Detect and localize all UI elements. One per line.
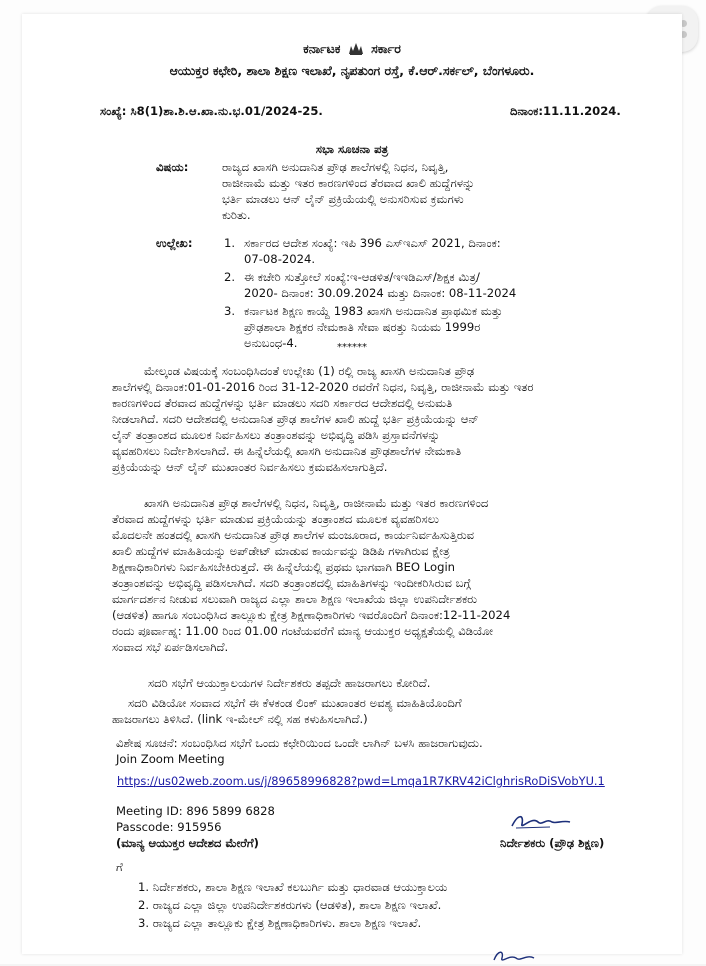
body-line: ಕಾರಣಗಳಿಂದ ತೆರವಾದ ಹುದ್ದೆಗಳನ್ನು ಭರ್ತಿ ಮಾಡಲು ಸದರಿ ಸರ್ಕಾರದ ಆದೇಶದಲ್ಲಿ ಅನುಮತಿ xyxy=(112,396,453,410)
copy-to-item: 2. ರಾಜ್ಯದ ಎಲ್ಲಾ ಜಿಲ್ಲಾ ಉಪನಿರ್ದೇಶಕರುಗಳು (ಆಡಳಿತ), ಶಾಲಾ ಶಿಕ್ಷಣ ಇಲಾಖೆ. xyxy=(138,898,442,912)
signatory-designation: ನಿರ್ದೇಶಕರು (ಪ್ರೌಢ ಶಿಕ್ಷಣ) xyxy=(500,836,605,850)
passcode: Passcode: 915956 xyxy=(116,820,222,834)
state-emblem-icon xyxy=(347,42,365,55)
body-line: (ಆಡಳಿತ) ಹಾಗೂ ಸಂಬಂಧಿಸಿದ ತಾಲ್ಲೂಕು ಕ್ಷೇತ್ರ ಶಿಕ್ಷಣಾಧಿಕಾರಿಗಳು ಇವರೊಂದಿಗೆ ದಿನಾಂಕ:12-11-2024 xyxy=(112,608,511,622)
signature-image xyxy=(510,810,572,832)
zoom-join-label: Join Zoom Meeting xyxy=(116,752,225,766)
body-line: ಹಾಜರಾಗಲು ತಿಳಿಸಿದೆ. (link ಇ-ಮೇಲ್ ನಲ್ಲಿ ಸಹ ಕಳುಹಿಸಲಾಗಿದೆ.) xyxy=(112,712,368,726)
reference-item-text: ಅನುಬಂಧ-4. xyxy=(244,336,298,350)
copy-to-item: 1. ನಿರ್ದೇಶಕರು, ಶಾಲಾ ಶಿಕ್ಷಣ ಇಲಾಖೆ ಕಲಬುರ್ಗಿ ಮತ್ತು ಧಾರವಾಡ ಆಯುಕ್ತಾಲಯ xyxy=(138,880,448,894)
body-line: ಶಾಲೆಗಳಲ್ಲಿ ದಿನಾಂಕ:01-01-2016 ರಿಂದ 31-12-2020 ರವರೆಗೆ ನಿಧನ, ನಿವೃತ್ತಿ, ರಾಜೀನಾಮೆ ಮತ್ತು ಇತರ xyxy=(112,380,534,394)
body-line: ನೀಡಲಾಗಿದೆ. ಸದರಿ ಆದೇಶದಲ್ಲಿ ಅನುದಾನಿತ ಪ್ರೌಢ ಶಾಲೆಗಳ ಖಾಲಿ ಹುದ್ದೆ ಭರ್ತಿ ಪ್ರಕ್ರಿಯೆಯನ್ನು ಆನ್ xyxy=(112,412,479,426)
subject-line: ರಾಜ್ಯದ ಖಾಸಗಿ ಅನುದಾನಿತ ಪ್ರೌಢ ಶಾಲೆಗಳಲ್ಲಿ ನಿಧನ, ನಿವೃತ್ತಿ, xyxy=(222,160,449,174)
zoom-meeting-link[interactable]: https://us02web.zoom.us/j/89658996828?pwd=Lmqa1R7KRV42iClghrisRoDiSVobYU.1 xyxy=(117,774,605,788)
special-note: ವಿಶೇಷ ಸೂಚನೆ: ಸಂಬಂಧಿಸಿದ ಸಭೆಗೆ ಒಂದು ಕಛೇರಿಯಿಂದ ಒಂದೇ ಲಾಗಿನ್ ಬಳಸಿ ಹಾಜರಾಗುವುದು. xyxy=(116,736,483,750)
initials-mark xyxy=(492,948,536,966)
copy-to-item: 3. ರಾಜ್ಯದ ಎಲ್ಲಾ ತಾಲ್ಲೂಕು ಕ್ಷೇತ್ರ ಶಿಕ್ಷಣಾಧಿಕಾರಿಗಳು. ಶಾಲಾ ಶಿಕ್ಷಣ ಇಲಾಖೆ. xyxy=(138,916,422,930)
header-line-1: ಕರ್ನಾಟಕ ಸರ್ಕಾರ xyxy=(303,41,401,56)
document-date: ದಿನಾಂಕ:11.11.2024. xyxy=(510,104,621,118)
subject-line: ಭರ್ತಿ ಮಾಡಲು ಆನ್ ಲೈನ್ ಪ್ರಕ್ರಿಯೆಯಲ್ಲಿ ಅನುಸರಿಸುವ ಕ್ರಮಗಳು xyxy=(222,192,464,206)
body-line: ತೆರವಾದ ಹುದ್ದೆಗಳನ್ನು ಭರ್ತಿ ಮಾಡುವ ಪ್ರಕ್ರಿಯೆಯನ್ನು ತಂತ್ರಾಂಶದ ಮೂಲಕ ವ್ಯವಹರಿಸಲು xyxy=(112,512,439,526)
reference-item-text: ಈ ಕಚೇರಿ ಸುತ್ತೋಲೆ ಸಂಖ್ಯೆ:ಇ-ಆಡಳಿತ/ಇಇಡಿಎಸ್/ಶಿಕ್ಷಕ ಮಿತ್ರ/ xyxy=(244,270,480,284)
references-label: ಉಲ್ಲೇಖ: xyxy=(156,236,193,250)
reference-item-text: ಕರ್ನಾಟಕ ಶಿಕ್ಷಣ ಕಾಯ್ದೆ 1983 ಖಾಸಗಿ ಅನುದಾನಿತ ಪ್ರಾಥಮಿಕ ಮತ್ತು xyxy=(244,304,503,318)
body-line: ಸಂವಾದ ಸಭೆ ಏರ್ಪಡಿಸಲಾಗಿದೆ. xyxy=(112,640,229,654)
reference-item: 2. xyxy=(224,270,236,284)
subject-line: ಕುರಿತು. xyxy=(222,208,251,222)
meeting-id: Meeting ID: 896 5899 6828 xyxy=(116,804,275,818)
reference-item: 3. xyxy=(224,304,236,318)
body-line: ಲೈನ್ ತಂತ್ರಾಂಶದ ಮೂಲಕ ನಿರ್ವಹಿಸಲು ತಂತ್ರಾಂಶವನ್ನು ಅಭಿವೃದ್ಧಿ ಪಡಿಸಿ ಪ್ರಸ್ತಾವನೆಗಳನ್ನು xyxy=(112,428,441,442)
reference-item: 1. xyxy=(224,236,236,250)
body-line: ಮಾರ್ಗದರ್ಶನ ನೀಡುವ ಸಲುವಾಗಿ ರಾಜ್ಯದ ಎಲ್ಲಾ ಶಾಲಾ ಶಿಕ್ಷಣ ಇಲಾಖೆಯ ಜಿಲ್ಲಾ ಉಪನಿರ್ದೇಶಕರು xyxy=(112,592,478,606)
circular-document xyxy=(22,14,682,954)
notice-title: ಸಭಾ ಸೂಚನಾ ಪತ್ರ xyxy=(315,142,389,156)
body-line: ಖಾಲಿ ಹುದ್ದೆಗಳ ಮಾಹಿತಿಯನ್ನು ಅಪ್‌ಡೇಟ್ ಮಾಡುವ ಕಾರ್ಯವನ್ನು ಡಿಡಿಪಿ ಗಳಾಗಿರುವ ಕ್ಷೇತ್ರ xyxy=(112,544,450,558)
reference-item-text: ಸರ್ಕಾರದ ಆದೇಶ ಸಂಖ್ಯೆ: ಇಪಿ 396 ಎಸ್‌ಇಎಸ್ 2021, ದಿನಾಂಕ: xyxy=(244,236,501,250)
by-order-line: (ಮಾನ್ಯ ಆಯುಕ್ತರ ಆದೇಶದ ಮೇರೆಗೆ) xyxy=(116,836,259,850)
body-line: ಮೊದಲನೇ ಹಂತದಲ್ಲಿ ಖಾಸಗಿ ಅನುದಾನಿತ ಪ್ರೌಢ ಶಾಲೆಗಳ ಮಂಜೂರಾದ, ಕಾರ್ಯನಿರ್ವಹಿಸುತ್ತಿರುವ xyxy=(112,528,475,542)
body-line: ಖಾಸಗಿ ಅನುದಾನಿತ ಪ್ರೌಢ ಶಾಲೆಗಳಲ್ಲಿ ನಿಧನ, ನಿವೃತ್ತಿ, ರಾಜೀನಾಮೆ ಮತ್ತು ಇತರ ಕಾರಣಗಳಿಂದ xyxy=(144,496,489,510)
body-line: ಸದರಿ ವಿಡಿಯೋ ಸಂವಾದ ಸಭೆಗೆ ಈ ಕೆಳಕಂಡ ಲಿಂಕ್ ಮುಖಾಂತರ ಅವಶ್ಯ ಮಾಹಿತಿಯೊಂದಿಗೆ xyxy=(128,696,462,710)
body-line: ಮೇಲ್ಕಂಡ ವಿಷಯಕ್ಕೆ ಸಂಬಂಧಿಸಿದಂತೆ ಉಲ್ಲೇಖ (1) ರಲ್ಲಿ ರಾಜ್ಯ ಖಾಸಗಿ ಅನುದಾನಿತ ಪ್ರೌಢ xyxy=(144,364,475,378)
body-line: ತಂತ್ರಾಂಶವನ್ನು ಅಭಿವೃದ್ಧಿ ಪಡಿಸಲಾಗಿದೆ. ಸದರಿ ತಂತ್ರಾಂಶದಲ್ಲಿ ಮಾಹಿತಿಗಳನ್ನು ಇಂದೀಕರಿಸಿರುವ ಬಗ್ಗೆ xyxy=(112,576,471,590)
body-line: ಪ್ರಕ್ರಿಯೆಯನ್ನು ಆನ್ ಲೈನ್ ಮುಖಾಂತರ ನಿರ್ವಹಿಸಲು ಕ್ರಮವಹಿಸಲಾಗುತ್ತಿದೆ. xyxy=(112,460,388,474)
reference-number: ಸಂಖ್ಯೆ: ಸಿ8(1)ಶಾ.ಶಿ.ಆ.ಖಾ.ನು.ಭ.01/2024-25. xyxy=(100,104,323,118)
reference-item-text: ಪ್ರೌಢಶಾಲಾ ಶಿಕ್ಷಕರ ನೇಮಕಾತಿ ಸೇವಾ ಷರತ್ತು ನಿಯಮ 1999ರ xyxy=(244,320,481,334)
body-line: ಶಿಕ್ಷಣಾಧಿಕಾರಿಗಳು ನಿರ್ವಹಿಸಬೇಕಿರುತ್ತದೆ. ಈ ಹಿನ್ನೆಲೆಯಲ್ಲಿ ಪ್ರಥಮ ಭಾಗವಾಗಿ BEO Login xyxy=(112,560,456,574)
subject-line: ರಾಜೀನಾಮೆ ಮತ್ತು ಇತರ ಕಾರಣಗಳಿಂದ ತೆರವಾದ ಖಾಲಿ ಹುದ್ದೆಗಳನ್ನು xyxy=(222,176,475,190)
copy-to-label: ಗೆ xyxy=(116,860,123,874)
subject-label: ವಿಷಯ: xyxy=(156,160,189,174)
reference-item-text: 07-08-2024. xyxy=(244,252,316,266)
separator-stars: ****** xyxy=(337,342,367,353)
reference-item-text: 2020- ದಿನಾಂಕ: 30.09.2024 ಮತ್ತು ದಿನಾಂಕ: 08-11-2024 xyxy=(244,286,517,300)
body-line: ಸದರಿ ಸಭೆಗೆ ಆಯುಕ್ತಾಲಯಗಳ ನಿರ್ದೇಶಕರು ತಪ್ಪದೇ ಹಾಜರಾಗಲು ಕೋರಿದೆ. xyxy=(148,676,431,690)
header-office-address: ಆಯುಕ್ತರ ಕಛೇರಿ, ಶಾಲಾ ಶಿಕ್ಷಣ ಇಲಾಖೆ, ನೃಪತುಂಗ ರಸ್ತೆ, ಕೆ.ಆರ್.ಸರ್ಕಲ್, ಬೆಂಗಳೂರು. xyxy=(169,63,535,78)
body-line: ರಂದು ಪೂರ್ವಾಹ್ನ: 11.00 ರಿಂದ 01.00 ಗಂಟೆಯವರೆಗೆ ಮಾನ್ಯ ಆಯುಕ್ತರ ಅಧ್ಯಕ್ಷತೆಯಲ್ಲಿ ವಿಡಿಯೋ xyxy=(112,624,494,638)
body-line: ವ್ಯವಹರಿಸಲು ನಿರ್ದೇಶಿಸಲಾಗಿದೆ. ಈ ಹಿನ್ನೆಲೆಯಲ್ಲಿ ಖಾಸಗಿ ಅನುದಾನಿತ ಪ್ರೌಢಶಾಲೆಗಳ ನೇಮಕಾತಿ xyxy=(112,444,462,458)
